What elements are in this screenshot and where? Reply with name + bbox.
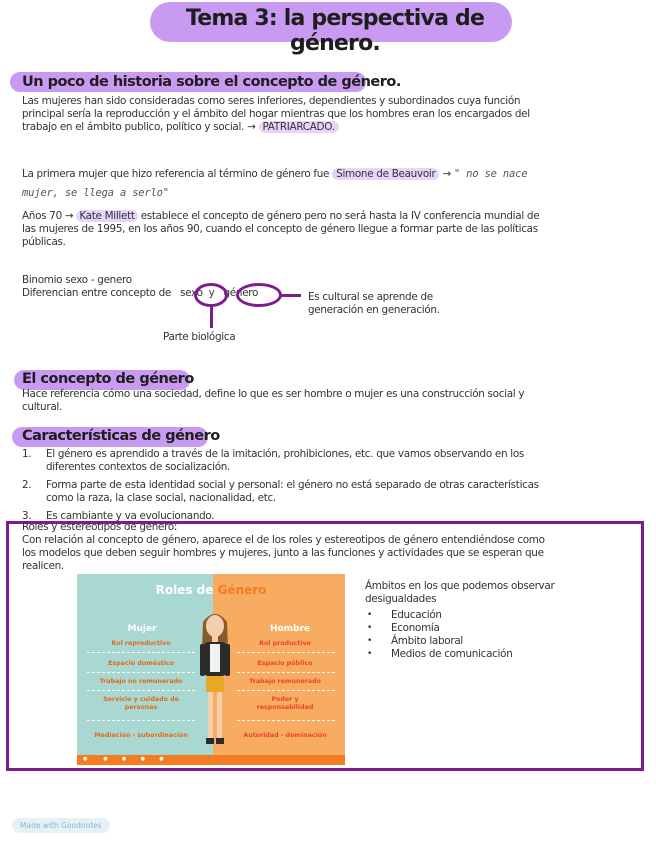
sexo-circle xyxy=(194,283,228,307)
text-fragment: establece el concepto de género pero no será hasta la IV conferencia mundial de xyxy=(140,210,540,222)
text-line: como la raza, la clase social, nacionalidad, etc. xyxy=(46,492,276,504)
poster-divider xyxy=(237,690,335,691)
historia-paragraph-1 xyxy=(22,95,642,134)
poster-footer-icons: ● ● ● ● ● xyxy=(83,756,164,762)
poster-divider xyxy=(237,652,335,653)
text-fragment: Diferencian entre concepto de xyxy=(22,287,171,299)
poster-mujer-item: Servicio y cuidado de personas xyxy=(103,696,179,711)
cultural-note xyxy=(308,291,440,317)
genero-connector-line xyxy=(281,294,301,297)
poster-hombre-item: Rol productivo xyxy=(259,640,311,647)
poster-mujer-item: Espacio doméstico xyxy=(108,660,174,667)
word-y: y xyxy=(208,287,215,299)
text-line xyxy=(22,168,642,181)
list-number: 2. xyxy=(22,479,32,491)
poster-mujer-item: Mediación - subordinación xyxy=(94,732,188,739)
poster-divider xyxy=(87,672,195,673)
woman-illustration xyxy=(195,604,235,758)
list-item-text xyxy=(46,448,524,474)
text-line: principal sería la reproducción y el ámbito del hogar mientras que los hombres eran los encargados del xyxy=(22,108,530,120)
poster-divider xyxy=(87,690,195,691)
poster-hombre-item: Autoridad - dominación xyxy=(243,732,327,739)
poster-divider xyxy=(87,652,195,653)
ambitos-list xyxy=(367,609,512,661)
text-line: Ámbitos en los que podemos observar xyxy=(365,580,555,592)
quote-fragment: " no se nace xyxy=(453,168,528,180)
binomio-label: Binomio sexo - genero xyxy=(22,274,132,286)
text-line xyxy=(22,210,642,223)
poster-title-de: de xyxy=(196,583,214,597)
poster-title-genero: Género xyxy=(217,583,267,597)
biologica-label: Parte biológica xyxy=(163,331,236,343)
word-genero: género xyxy=(223,287,259,299)
text-line: los modelos que deben seguir hombres y mujeres, junto a las funciones y actividades que se esperan que xyxy=(22,547,544,559)
poster-divider xyxy=(237,672,335,673)
historia-paragraph-3 xyxy=(22,210,642,249)
roles-paragraph xyxy=(22,534,636,573)
list-item-text: Ámbito laboral xyxy=(391,635,463,647)
beauvoir-highlight: Simone de Beauvoir xyxy=(332,168,439,180)
heading-caracteristicas: Características de género xyxy=(22,428,220,444)
roles-genero-poster xyxy=(77,574,345,765)
list-item-text: Medios de comunicación xyxy=(391,648,513,660)
text-fragment: Años 70 xyxy=(22,210,62,222)
heading-historia: Un poco de historia sobre el concepto de género. xyxy=(22,74,401,90)
list-item-text: Economía xyxy=(391,622,440,634)
list-item-text: Educación xyxy=(391,609,442,621)
heading-concepto: El concepto de género xyxy=(22,371,194,387)
genero-circle xyxy=(236,283,282,307)
bullet-icon: • xyxy=(367,636,373,646)
poster-divider xyxy=(87,720,195,721)
caracteristicas-list xyxy=(22,448,642,523)
goodnotes-watermark: Made with Goodnotes xyxy=(12,818,110,833)
poster-title-roles: Roles xyxy=(155,583,193,597)
poster-hombre-item: Trabajo remunerado xyxy=(249,678,321,685)
sexo-connector-line xyxy=(210,306,213,328)
poster-hombre-label: Hombre xyxy=(269,624,311,634)
list-item xyxy=(367,609,512,622)
text-line: Forma parte de esta identidad social y personal: el género no está separado de otras características xyxy=(46,479,539,491)
list-number: 1. xyxy=(22,448,32,460)
arrow-icon: → xyxy=(64,210,74,222)
poster-mujer-label: Mujer xyxy=(127,624,157,634)
poster-title xyxy=(77,583,345,597)
historia-paragraph-2 xyxy=(22,168,642,200)
poster-divider xyxy=(237,720,335,721)
text-line: cultural. xyxy=(22,401,62,413)
text-line: Es cultural se aprende de xyxy=(308,291,433,303)
text-line xyxy=(22,121,642,134)
quote-fragment: mujer, se llega a serlo" xyxy=(22,187,169,199)
poster-mujer-item: Rol reproductivo xyxy=(111,640,171,647)
arrow-icon: → xyxy=(247,121,256,133)
page-title: Tema 3: la perspectiva de género. xyxy=(185,6,485,56)
patriarcado-highlight: PATRIARCADO. xyxy=(259,121,339,133)
text-line: Las mujeres han sido consideradas como seres inferiores, dependientes y subordinados cuya función xyxy=(22,95,521,107)
list-item xyxy=(367,622,512,635)
concepto-paragraph xyxy=(22,388,642,414)
text-line: las mujeres de 1995, en los años 90, cuando el concepto de género llegue a formar parte de las políticas xyxy=(22,223,538,235)
list-number: 3. xyxy=(22,510,32,522)
bullet-icon: • xyxy=(367,623,373,633)
text-line: Es cambiante y va evolucionando. xyxy=(46,510,215,522)
text-fragment: La primera mujer que hizo referencia al término de género fue xyxy=(22,168,330,180)
bullet-icon: • xyxy=(367,649,373,659)
word-sexo: sexo xyxy=(180,287,203,299)
list-item xyxy=(22,479,642,505)
text-line: públicas. xyxy=(22,236,66,248)
ambitos-title xyxy=(365,580,554,606)
poster-mujer-item: Trabajo no remunerado xyxy=(99,678,183,685)
text-line: diferentes contextos de socialización. xyxy=(46,461,231,473)
list-item-text xyxy=(46,479,539,505)
text-line: Con relación al concepto de género, aparece el de los roles y estereotipos de género entendiéndose como xyxy=(22,534,545,546)
text-line: desigualdades xyxy=(365,593,437,605)
arrow-icon: → xyxy=(442,168,451,180)
text-line: generación en generación. xyxy=(308,304,440,316)
text-fragment: trabajo en el ámbito publico, político y social. xyxy=(22,121,245,133)
text-line: Hace referencia cómo una sociedad, define lo que es ser hombre o mujer es una construcción social y xyxy=(22,388,525,400)
text-line: El género es aprendido a través de la imitación, prohibiciones, etc. que vamos observando en los xyxy=(46,448,525,460)
poster-hombre-item: Espacio público xyxy=(257,660,313,667)
text-line: realicen. xyxy=(22,560,64,572)
millett-highlight: Kate Millett xyxy=(76,210,137,222)
list-item xyxy=(22,448,642,474)
roles-heading: Roles y estereotipos de género: xyxy=(22,521,178,533)
list-item xyxy=(367,648,512,661)
list-item xyxy=(367,635,512,648)
bullet-icon: • xyxy=(367,610,373,620)
poster-hombre-item: Poder y responsabilidad xyxy=(256,696,314,711)
